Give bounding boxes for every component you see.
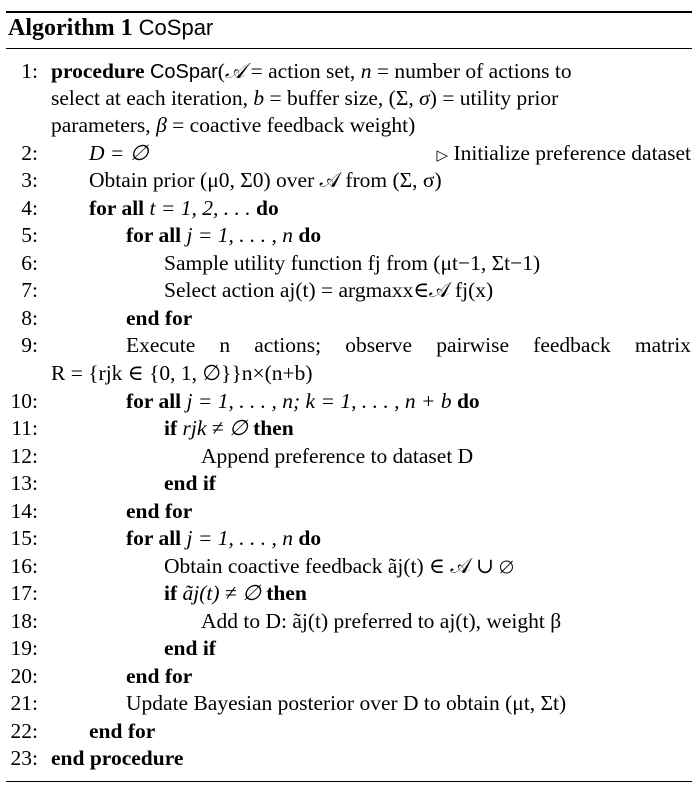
- line-number: 14:: [10, 499, 38, 523]
- line-number: 7:: [21, 278, 38, 302]
- comment: ▷ Initialize preference dataset: [436, 141, 691, 165]
- algorithm-line-16: Obtain coactive feedback ãj(t) ∈ 𝒜 ∪ ∅: [164, 554, 514, 578]
- line-number: 2:: [21, 141, 38, 165]
- line-number: 17:: [10, 581, 38, 605]
- line-number: 3:: [21, 168, 38, 192]
- line-number: 21:: [10, 691, 38, 715]
- algorithm-line-21: Update Bayesian posterior over D to obtain (μt, Σt): [126, 691, 567, 715]
- line-number: 8:: [21, 306, 38, 330]
- line-number: 13:: [10, 471, 38, 495]
- line-number: 6:: [21, 251, 38, 275]
- line-number: 16:: [10, 554, 38, 578]
- line-number: 22:: [10, 719, 38, 743]
- title-rule: [6, 48, 692, 49]
- algorithm-line-9: Execute n actions; observe pairwise feedback matrix: [126, 333, 691, 357]
- algorithm-title: [8, 14, 213, 42]
- algorithm-line-6: Sample utility function fj from (μt−1, Σt−1): [164, 251, 541, 275]
- line-number: 11:: [11, 416, 38, 440]
- line-number: 19:: [10, 636, 38, 660]
- algorithm-line-14: end for: [126, 499, 193, 523]
- line-number: 9:: [21, 333, 38, 357]
- line-number: 10:: [10, 389, 38, 413]
- algorithm-line-1-cont: select at each iteration, b = buffer size, (Σ, σ) = utility prior: [51, 86, 559, 110]
- top-rule: [6, 11, 692, 13]
- line-number: 23:: [10, 746, 38, 770]
- line-number: 18:: [10, 609, 38, 633]
- algorithm-line-1: procedure CoSpar(𝒜 = action set, n = number of actions to: [51, 59, 572, 83]
- algorithm-line-13: end if: [164, 471, 216, 495]
- algorithm-line-5: for all j = 1, . . . , n do: [126, 223, 322, 247]
- algorithm-line-11: if rjk ≠ ∅ then: [164, 416, 294, 440]
- line-number: 4:: [21, 196, 38, 220]
- algorithm-line-9-cont: R = {rjk ∈ {0, 1, ∅}}n×(n+b): [51, 361, 313, 385]
- algorithm-line-10: for all j = 1, . . . , n; k = 1, . . . , n + b do: [126, 389, 480, 413]
- algorithm-label: Algorithm 1: [8, 15, 133, 41]
- line-number: 20:: [10, 664, 38, 688]
- algorithm-line-23: end procedure: [51, 746, 184, 770]
- algorithm-line-1-cont2: parameters, β = coactive feedback weight): [51, 113, 416, 137]
- algorithm-line-7: Select action aj(t) = argmaxx∈𝒜 fj(x): [164, 278, 494, 302]
- algorithm-name: CoSpar: [138, 15, 214, 40]
- algorithm-line-22: end for: [89, 719, 156, 743]
- algorithm-line-19: end if: [164, 636, 216, 660]
- line-number: 12:: [10, 444, 38, 468]
- algorithm-line-2: D = ∅: [89, 141, 149, 165]
- algorithm-line-4: for all t = 1, 2, . . . do: [89, 196, 279, 220]
- algorithm-line-12: Append preference to dataset D: [201, 444, 474, 468]
- algorithm-line-17: if ãj(t) ≠ ∅ then: [164, 581, 307, 605]
- algorithm-line-3: Obtain prior (μ0, Σ0) over 𝒜 from (Σ, σ): [89, 168, 442, 192]
- algorithm-line-18: Add to D: ãj(t) preferred to aj(t), weight β: [201, 609, 562, 633]
- bottom-rule: [6, 781, 692, 782]
- line-number: 15:: [10, 526, 38, 550]
- line-number: 5:: [21, 223, 38, 247]
- line-number: 1:: [21, 59, 38, 83]
- algorithm-line-20: end for: [126, 664, 193, 688]
- algorithm-line-15: for all j = 1, . . . , n do: [126, 526, 322, 550]
- algorithm-line-8: end for: [126, 306, 193, 330]
- comment-triangle-icon: ▷: [436, 148, 449, 164]
